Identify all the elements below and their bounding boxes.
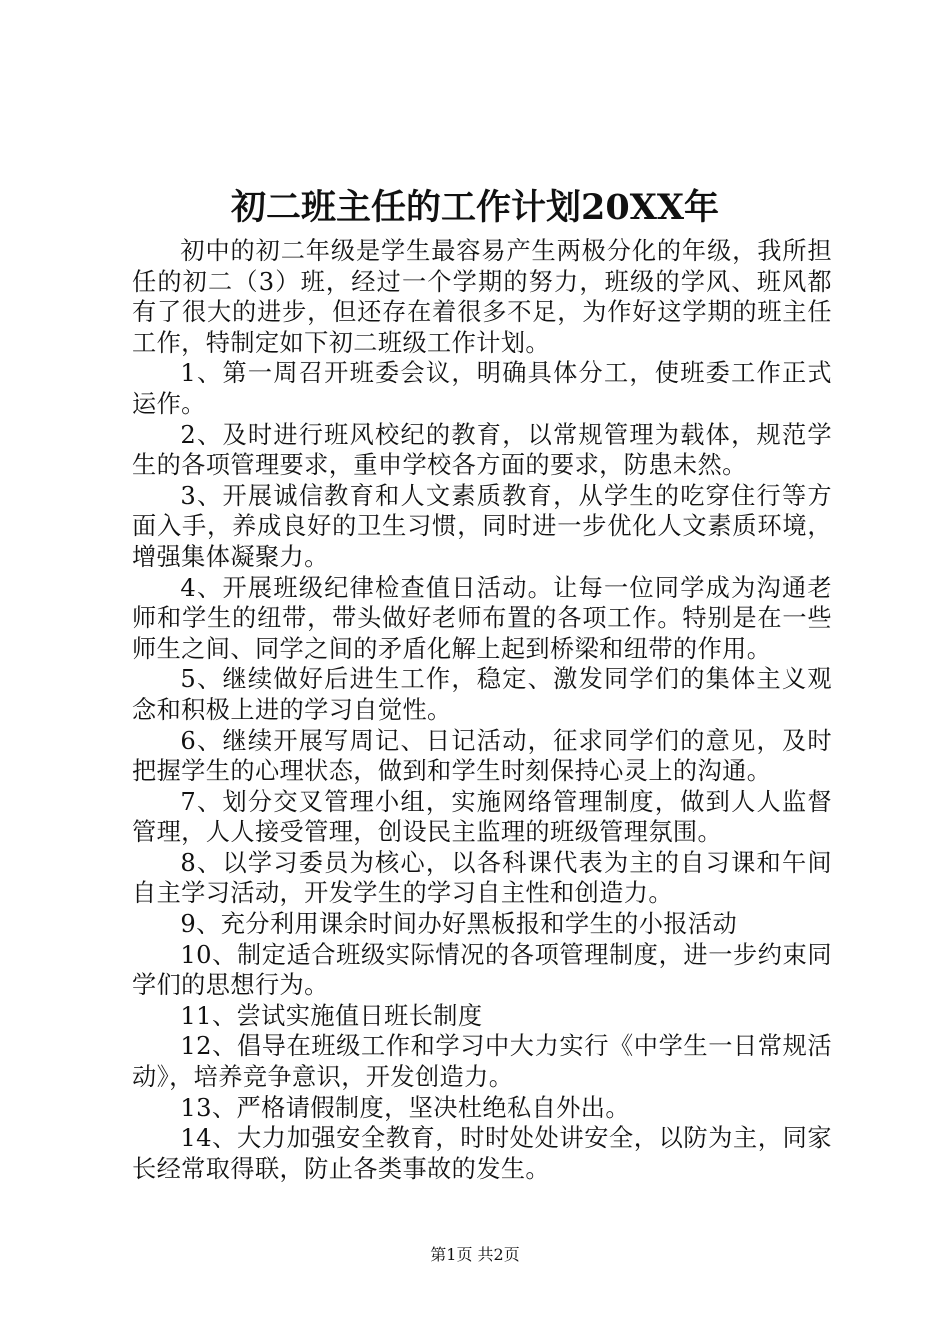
paragraph-item-3: 3、开展诚信教育和人文素质教育，从学生的吃穿住行等方面入手，养成良好的卫生习惯，同时进一步优化人文素质环境，增强集体凝聚力。 bbox=[132, 481, 832, 571]
paragraph-item-8: 8、以学习委员为核心，以各科课代表为主的自习课和午间自主学习活动，开发学生的学习自主性和创造力。 bbox=[132, 848, 832, 908]
paragraph-item-2: 2、及时进行班风校纪的教育，以常规管理为载体，规范学生的各项管理要求，重申学校各方面的要求，防患未然。 bbox=[132, 420, 832, 480]
paragraph-item-14: 14、大力加强安全教育，时时处处讲安全，以防为主，同家长经常取得联，防止各类事故的发生。 bbox=[132, 1124, 832, 1183]
page-number-footer: 第1页 共2页 bbox=[430, 1245, 520, 1264]
paragraph-item-13: 13、严格请假制度，坚决杜绝私自外出。 bbox=[180, 1093, 630, 1122]
paragraph-item-4: 4、开展班级纪律检查值日活动。让每一位同学成为沟通老师和学生的纽带，带头做好老师布置的各项工作。特别是在一些师生之间、同学之间的矛盾化解上起到桥梁和纽带的作用。 bbox=[132, 573, 832, 663]
document-body bbox=[132, 236, 832, 1184]
paragraph-item-11: 11、尝试实施值日班长制度 bbox=[180, 1001, 483, 1030]
paragraph-item-7: 7、划分交叉管理小组，实施网络管理制度，做到人人监督管理，人人接受管理，创设民主监理的班级管理氛围。 bbox=[132, 787, 832, 847]
paragraph-item-9: 9、充分利用课余时间办好黑板报和学生的小报活动 bbox=[180, 910, 738, 939]
paragraph-item-5: 5、继续做好后进生工作，稳定、激发同学们的集体主义观念和积极上进的学习自觉性。 bbox=[132, 665, 832, 724]
paragraph-item-1: 1、第一周召开班委会议，明确具体分工，使班委工作正式运作。 bbox=[132, 359, 832, 418]
document-title: 初二班主任的工作计划20XX年 bbox=[230, 187, 720, 228]
paragraph-item-6: 6、继续开展写周记、日记活动，征求同学们的意见，及时把握学生的心理状态，做到和学生时刻保持心灵上的沟通。 bbox=[132, 726, 832, 786]
paragraph-item-12: 12、倡导在班级工作和学习中大力实行《中学生一日常规活动》，培养竞争意识，开发创造力。 bbox=[132, 1032, 832, 1092]
paragraph-intro: 初中的初二年级是学生最容易产生两极分化的年级，我所担任的初二（3）班，经过一个学期的努力，班级的学风、班风都有了很大的进步，但还存在着很多不足，为作好这学期的班主任工作，特制定如下初二班级工作计划。 bbox=[132, 237, 832, 357]
paragraph-item-10: 10、制定适合班级实际情况的各项管理制度，进一步约束同学们的思想行为。 bbox=[132, 940, 832, 1000]
